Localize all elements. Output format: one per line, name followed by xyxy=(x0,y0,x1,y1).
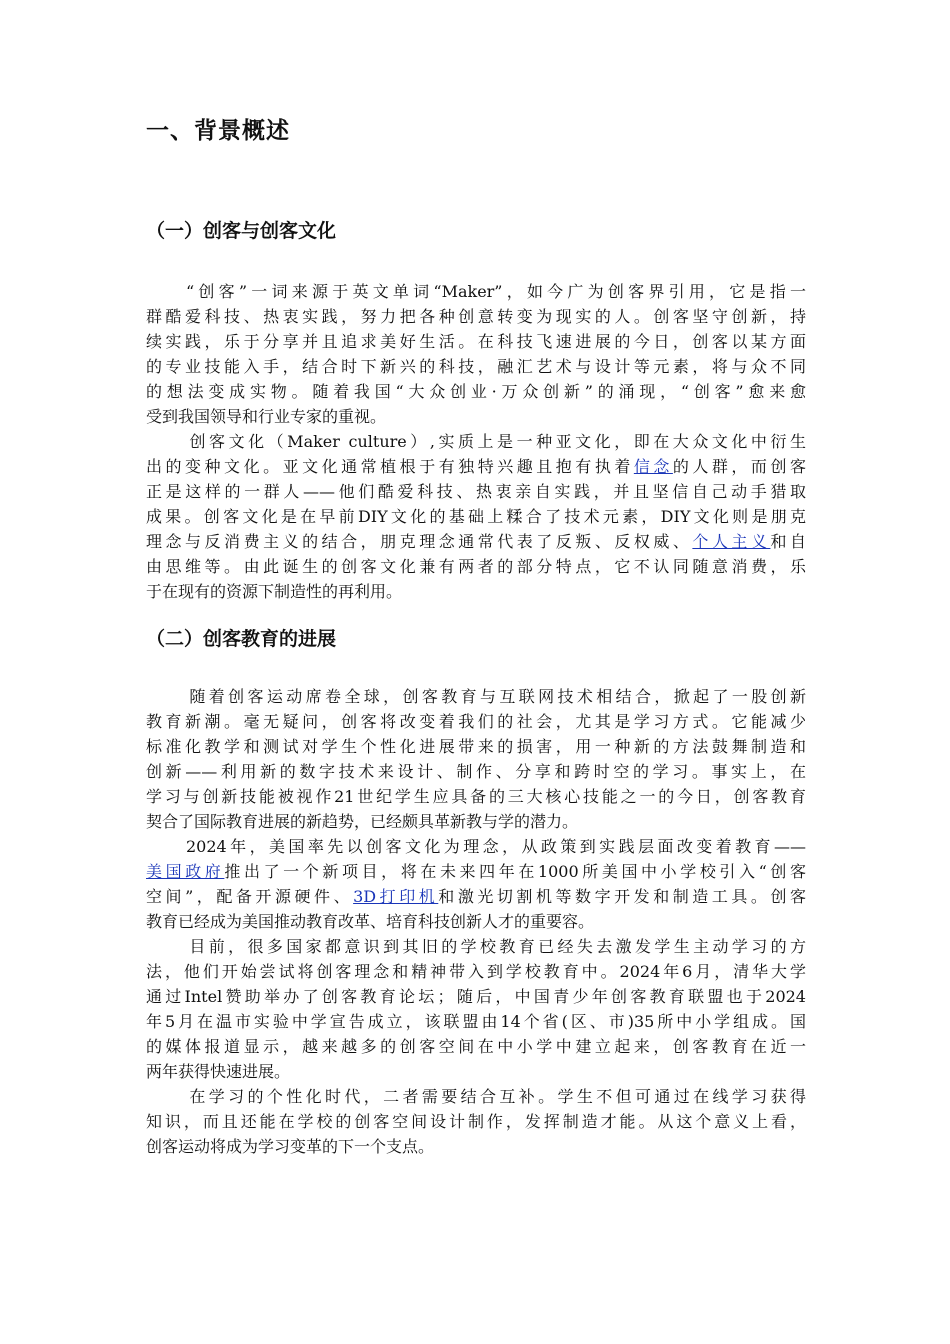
link-us-government[interactable]: 美国政府 xyxy=(146,862,225,881)
subsection-title-maker-culture: （一）创客与创客文化 xyxy=(146,220,337,242)
text-line: 标准化教学和测试对学生个性化进展带来的损害，用一种新的方法鼓舞制造和 xyxy=(146,737,806,756)
text-line: 法，他们开始尝试将创客理念和精神带入到学校教育中。2024年6月，清华大学 xyxy=(146,962,806,981)
text-line: 随着创客运动席卷全球，创客教育与互联网技术相结合，掀起了一股创新 xyxy=(186,687,806,706)
text-line: 美国政府推出了一个新项目，将在未来四年在1000所美国中小学校引入“创客 xyxy=(146,862,806,881)
text-line: 由思维等。由此诞生的创客文化兼有两者的部分特点，它不认同随意消费，乐 xyxy=(146,557,806,576)
text-line: 创客文化（Maker culture）,实质上是一种亚文化，即在大众文化中衍生 xyxy=(186,432,806,451)
text-line: 群酷爱科技、热衷实践，努力把各种创意转变为现实的人。创客坚守创新，持 xyxy=(146,307,806,326)
text-line: 受到我国领导和行业专家的重视。 xyxy=(146,407,387,426)
text-line: 续实践，乐于分享并且追求美好生活。在科技飞速进展的今日，创客以某方面 xyxy=(146,332,806,351)
text-line: 契合了国际教育进展的新趋势，已经颇具革新教与学的潜力。 xyxy=(146,812,579,831)
paragraph-us-policy xyxy=(146,834,806,934)
text-line: 通过Intel赞助举办了创客教育论坛；随后，中国青少年创客教育联盟也于2024 xyxy=(146,987,806,1006)
text-line: 学习与创新技能被视作21世纪学生应具备的三大核心技能之一的今日，创客教育 xyxy=(146,787,806,806)
text-line: 两年获得快速进展。 xyxy=(146,1062,291,1081)
text-line: 知识，而且还能在学校的创客空间设计制作，发挥制造才能。从这个意义上看， xyxy=(146,1112,806,1131)
text-line: 成果。创客文化是在早前DIY文化的基础上糅合了技术元素，DIY文化则是朋克 xyxy=(146,507,806,526)
text-line: 于在现有的资源下制造性的再利用。 xyxy=(146,582,403,601)
paragraph-personalized-learning xyxy=(146,1084,806,1159)
text-line: 正是这样的一群人——他们酷爱科技、热衷亲自实践，并且坚信自己动手猎取 xyxy=(146,482,806,501)
text-line: 2024年，美国率先以创客文化为理念，从政策到实践层面改变着教育—— xyxy=(186,837,806,856)
paragraph-education-trend xyxy=(146,684,806,834)
text-line: “创客”一词来源于英文单词“Maker”，如今广为创客界引用，它是指一 xyxy=(186,282,806,301)
text-line: 年5月在温市实验中学宣告成立，该联盟由14个省(区、市)35所中小学组成。国 xyxy=(146,1012,806,1031)
section-title: 一、背景概述 xyxy=(146,118,290,144)
text-line: 创客运动将成为学习变革的下一个支点。 xyxy=(146,1137,435,1156)
text-line: 目前，很多国家都意识到其旧的学校教育已经失去激发学生主动学习的方 xyxy=(186,937,806,956)
text-line: 出的变种文化。亚文化通常植根于有独特兴趣且抱有执着信念的人群，而创客 xyxy=(146,457,806,476)
text-line: 教育已经成为美国推动教育改革、培育科技创新人才的重要容。 xyxy=(146,912,595,931)
link-3d-printer[interactable]: 3D打印机 xyxy=(353,887,439,906)
link-individualism[interactable]: 个人主义 xyxy=(692,532,771,551)
subsection-title-maker-education: （二）创客教育的进展 xyxy=(146,628,337,650)
text-line: 空间”，配备开源硬件、3D打印机和激光切割机等数字开发和制造工具。创客 xyxy=(146,887,806,906)
text-line: 教育新潮。毫无疑问，创客将改变着我们的社会，尤其是学习方式。它能减少 xyxy=(146,712,806,731)
paragraph-global-adoption xyxy=(146,934,806,1084)
link-belief[interactable]: 信念 xyxy=(633,457,673,476)
text-line: 理念与反消费主义的结合，朋克理念通常代表了反叛、反权威、个人主义和自 xyxy=(146,532,806,551)
text-line: 创新——利用新的数字技术来设计、制作、分享和跨时空的学习。事实上，在 xyxy=(146,762,806,781)
text-line: 的想法变成实物。随着我国“大众创业·万众创新”的涌现，“创客”愈来愈 xyxy=(146,382,806,401)
text-line: 的媒体报道显示，越来越多的创客空间在中小学中建立起来，创客教育在近一 xyxy=(146,1037,806,1056)
text-line: 在学习的个性化时代，二者需要结合互补。学生不但可通过在线学习获得 xyxy=(186,1087,806,1106)
paragraph-maker-definition xyxy=(146,279,806,429)
paragraph-maker-culture xyxy=(146,429,806,604)
text-line: 的专业技能入手，结合时下新兴的科技，融汇艺术与设计等元素，将与众不同 xyxy=(146,357,806,376)
